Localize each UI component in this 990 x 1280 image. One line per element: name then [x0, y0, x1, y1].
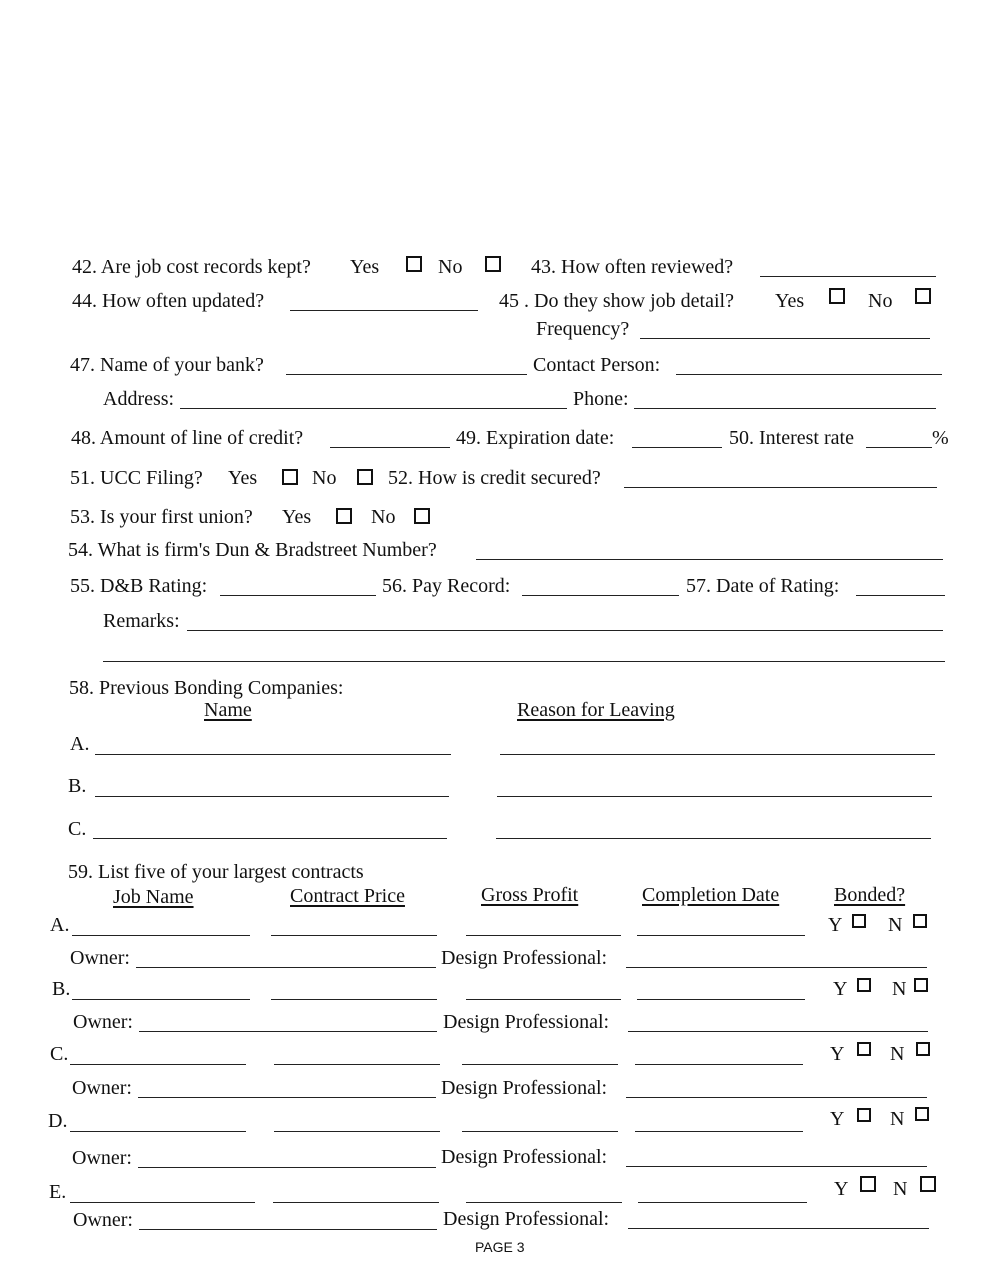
- q59-header-contract-price: Contract Price: [290, 885, 405, 907]
- q59-y-checkbox[interactable]: [857, 1108, 871, 1122]
- q54-label: 54. What is firm's Dun & Bradstreet Number?: [68, 539, 437, 561]
- q59-job-name-field[interactable]: [72, 999, 250, 1000]
- q55-field[interactable]: [220, 595, 376, 596]
- q59-y-label: Y: [830, 1043, 845, 1065]
- q54-field[interactable]: [476, 559, 943, 560]
- page-number: PAGE 3: [475, 1239, 525, 1255]
- q47-contact-label: Contact Person:: [533, 354, 661, 376]
- q59-contract-price-field[interactable]: [271, 999, 437, 1000]
- q42-yes-checkbox[interactable]: [406, 256, 422, 272]
- q59-n-label: N: [892, 978, 907, 1000]
- q43-label: 43. How often reviewed?: [531, 256, 734, 278]
- q59-job-name-field[interactable]: [70, 1202, 255, 1203]
- q58-name-header: Name: [204, 699, 252, 721]
- q51-no-checkbox[interactable]: [357, 469, 373, 485]
- q50-label: 50. Interest rate: [729, 427, 854, 449]
- q59-owner-field[interactable]: [136, 967, 436, 968]
- q59-completion-date-field[interactable]: [635, 1131, 803, 1132]
- q52-label: 52. How is credit secured?: [388, 467, 601, 489]
- q53-label: 53. Is your first union?: [70, 506, 253, 528]
- q42-no-checkbox[interactable]: [485, 256, 501, 272]
- q51-yes-checkbox[interactable]: [282, 469, 298, 485]
- q59-y-label: Y: [833, 978, 848, 1000]
- q59-n-label: N: [893, 1178, 908, 1200]
- q51-yes-label: Yes: [228, 467, 258, 489]
- q59-header-bonded: Bonded?: [834, 884, 906, 906]
- q52-field[interactable]: [624, 487, 937, 488]
- q59-design-field[interactable]: [628, 1031, 928, 1032]
- q59-n-checkbox[interactable]: [916, 1042, 930, 1056]
- q47-address-field[interactable]: [180, 408, 567, 409]
- remarks-label: Remarks:: [103, 610, 180, 632]
- q53-no-label: No: [371, 506, 396, 528]
- q58-reason-header: Reason for Leaving: [517, 699, 675, 721]
- q59-owner-label: Owner:: [72, 1147, 132, 1169]
- q59-owner-label: Owner:: [70, 947, 130, 969]
- q59-n-label: N: [890, 1043, 905, 1065]
- q59-contract-price-field[interactable]: [271, 935, 437, 936]
- q59-job-name-field[interactable]: [70, 1064, 246, 1065]
- q45-yes-label: Yes: [775, 290, 805, 312]
- q59-owner-field[interactable]: [138, 1167, 436, 1168]
- q49-field[interactable]: [632, 447, 722, 448]
- q59-row-label: C.: [50, 1043, 69, 1065]
- q59-completion-date-field[interactable]: [637, 999, 805, 1000]
- q53-no-checkbox[interactable]: [414, 508, 430, 524]
- q59-gross-profit-field[interactable]: [466, 935, 621, 936]
- q59-owner-field[interactable]: [138, 1097, 436, 1098]
- q59-contract-price-field[interactable]: [274, 1064, 440, 1065]
- q59-y-checkbox[interactable]: [857, 978, 871, 992]
- q42-no-label: No: [438, 256, 463, 278]
- q59-owner-field[interactable]: [139, 1031, 437, 1032]
- q59-design-field[interactable]: [628, 1228, 929, 1229]
- q59-owner-field[interactable]: [139, 1229, 437, 1230]
- q47-contact-field[interactable]: [676, 374, 942, 375]
- q53-yes-label: Yes: [282, 506, 312, 528]
- q58-name-field[interactable]: [95, 796, 449, 797]
- q50-field[interactable]: [866, 447, 932, 448]
- q47-phone-field[interactable]: [634, 408, 936, 409]
- q53-yes-checkbox[interactable]: [336, 508, 352, 524]
- q59-job-name-field[interactable]: [72, 935, 250, 936]
- q59-design-label: Design Professional:: [441, 947, 608, 969]
- q58-name-field[interactable]: [95, 754, 451, 755]
- q59-row-label: D.: [48, 1110, 68, 1132]
- q59-n-checkbox[interactable]: [915, 1107, 929, 1121]
- q59-n-checkbox[interactable]: [913, 914, 927, 928]
- q59-label: 59. List five of your largest contracts: [68, 861, 364, 883]
- q47-phone-label: Phone:: [573, 388, 629, 410]
- q51-label: 51. UCC Filing?: [70, 467, 203, 489]
- q50-percent: %: [932, 427, 949, 449]
- q59-gross-profit-field[interactable]: [466, 1202, 622, 1203]
- q59-y-label: Y: [834, 1178, 849, 1200]
- q58-row-label: A.: [70, 733, 90, 755]
- q45-no-checkbox[interactable]: [915, 288, 931, 304]
- q59-n-checkbox[interactable]: [920, 1176, 936, 1192]
- q59-gross-profit-field[interactable]: [466, 999, 621, 1000]
- q56-label: 56. Pay Record:: [382, 575, 511, 597]
- q58-label: 58. Previous Bonding Companies:: [69, 677, 344, 699]
- q45-yes-checkbox[interactable]: [829, 288, 845, 304]
- q59-y-label: Y: [828, 914, 843, 936]
- q55-label: 55. D&B Rating:: [70, 575, 208, 597]
- q58-row-label: B.: [68, 775, 87, 797]
- q59-design-label: Design Professional:: [443, 1208, 610, 1230]
- q48-label: 48. Amount of line of credit?: [71, 427, 304, 449]
- q59-n-checkbox[interactable]: [914, 978, 928, 992]
- q59-y-checkbox[interactable]: [857, 1042, 871, 1056]
- q59-gross-profit-field[interactable]: [462, 1131, 618, 1132]
- q59-completion-date-field[interactable]: [638, 1202, 807, 1203]
- q45-label: 45 . Do they show job detail?: [499, 290, 734, 312]
- q58-reason-field[interactable]: [500, 754, 935, 755]
- q58-reason-field[interactable]: [496, 838, 931, 839]
- q59-header-gross-profit: Gross Profit: [481, 884, 579, 906]
- q51-no-label: No: [312, 467, 337, 489]
- q47-bank-field[interactable]: [286, 374, 527, 375]
- q45-frequency-field[interactable]: [640, 338, 930, 339]
- q59-design-label: Design Professional:: [441, 1146, 608, 1168]
- q59-y-label: Y: [830, 1108, 845, 1130]
- q57-field[interactable]: [856, 595, 945, 596]
- remarks-field-1[interactable]: [187, 630, 943, 631]
- q57-label: 57. Date of Rating:: [686, 575, 840, 597]
- q44-field[interactable]: [290, 310, 478, 311]
- q59-row-label: E.: [49, 1181, 67, 1203]
- q59-completion-date-field[interactable]: [635, 1064, 803, 1065]
- q59-y-checkbox[interactable]: [860, 1176, 876, 1192]
- q59-row-label: A.: [50, 914, 70, 936]
- q44-label: 44. How often updated?: [72, 290, 265, 312]
- q59-header-job-name: Job Name: [113, 886, 194, 908]
- q59-design-label: Design Professional:: [443, 1011, 610, 1033]
- q59-owner-label: Owner:: [72, 1077, 132, 1099]
- q42-yes-label: Yes: [350, 256, 380, 278]
- q42-label: 42. Are job cost records kept?: [72, 256, 311, 278]
- q59-n-label: N: [890, 1108, 905, 1130]
- q45-no-label: No: [868, 290, 893, 312]
- q59-job-name-field[interactable]: [70, 1131, 246, 1132]
- q59-y-checkbox[interactable]: [852, 914, 866, 928]
- q59-header-completion-date: Completion Date: [642, 884, 780, 906]
- q59-completion-date-field[interactable]: [637, 935, 805, 936]
- q59-design-field[interactable]: [626, 967, 927, 968]
- q58-reason-field[interactable]: [497, 796, 932, 797]
- q43-field[interactable]: [760, 276, 936, 277]
- q59-design-field[interactable]: [626, 1166, 927, 1167]
- q58-name-field[interactable]: [93, 838, 447, 839]
- q47-address-label: Address:: [103, 388, 175, 410]
- q59-n-label: N: [888, 914, 903, 936]
- q59-gross-profit-field[interactable]: [462, 1064, 618, 1065]
- q59-contract-price-field[interactable]: [274, 1131, 440, 1132]
- q58-row-label: C.: [68, 818, 87, 840]
- q59-owner-label: Owner:: [73, 1011, 133, 1033]
- q59-row-label: B.: [52, 978, 71, 1000]
- q49-label: 49. Expiration date:: [456, 427, 615, 449]
- remarks-field-2[interactable]: [103, 661, 945, 662]
- q59-owner-label: Owner:: [73, 1209, 133, 1231]
- q48-field[interactable]: [330, 447, 450, 448]
- q45-frequency-label: Frequency?: [536, 318, 630, 340]
- q56-field[interactable]: [522, 595, 679, 596]
- q59-contract-price-field[interactable]: [273, 1202, 439, 1203]
- q59-design-field[interactable]: [626, 1097, 927, 1098]
- q59-design-label: Design Professional:: [441, 1077, 608, 1099]
- q47-label: 47. Name of your bank?: [70, 354, 264, 376]
